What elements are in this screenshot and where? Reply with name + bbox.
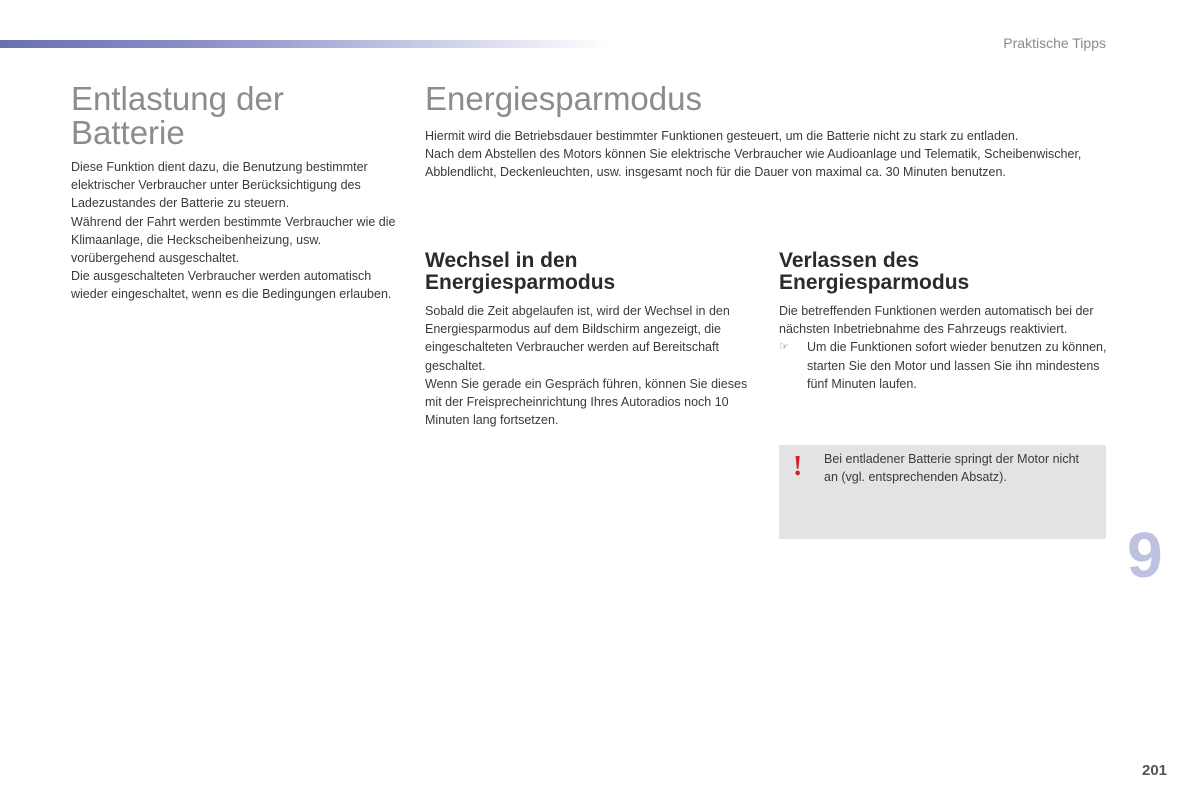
verlassen-bullet [779, 338, 1109, 393]
exclamation-icon: ! [793, 451, 803, 482]
bullet-text: Um die Funktionen sofort wieder benutzen zu können, starten Sie den Motor und lassen Sie ihn mindestens fünf Minuten laufen. [807, 340, 1107, 391]
verlassen-paragraph: Die betreffenden Funktionen werden automatisch bei der nächsten Inbetriebnahme des Fahrzeugs reaktiviert. [779, 304, 1094, 337]
wechsel-paragraph: Sobald die Zeit abgelaufen ist, wird der Wechsel in den Energiesparmodus auf dem Bildschirm angezeigt, die eingeschalteten Verbraucher werden auf Bereitschaft geschaltet. [425, 304, 730, 373]
verlassen-heading: Verlassen des Energiesparmodus [779, 249, 970, 294]
pointing-hand-icon: ☞ [779, 341, 789, 354]
wechsel-paragraph: Wenn Sie gerade ein Gespräch führen, können Sie dieses mit der Freisprecheinrichtung Ihres Autoradios noch 10 Minuten lang fortsetzen. [425, 376, 748, 428]
verlassen-body [779, 302, 1109, 393]
wechsel-body [425, 302, 760, 429]
header-accent-bar [0, 40, 610, 48]
wechsel-heading: Wechsel in den Energiesparmodus [425, 249, 616, 294]
intro-paragraph: Hiermit wird die Betriebsdauer bestimmter Funktionen gesteuert, um die Batterie nicht zu stark zu entladen. [425, 129, 1019, 143]
left-paragraph: Diese Funktion dient dazu, die Benutzung bestimmter elektrischer Verbraucher unter Berücksichtigung des Ladezustandes der Batterie zu steuern. [71, 160, 368, 211]
left-section-title: Entlastung der Batterie [71, 80, 284, 151]
chapter-number: 9 [1127, 519, 1163, 591]
left-paragraph: Während der Fahrt werden bestimmte Verbraucher wie die Klimaanlage, die Heckscheibenheizung, usw. vorübergehend ausgeschaltet. [71, 214, 396, 266]
main-intro-body [425, 127, 1115, 182]
section-label: Praktische Tipps [1003, 35, 1106, 51]
intro-paragraph: Nach dem Abstellen des Motors können Sie elektrische Verbraucher wie Audioanlage und Telematik, Scheibenwischer, Abblendlicht, Deckenleuchten, usw. insgesamt noch für die Dauer von maximal ca. 30 Minuten benutzen. [425, 147, 1082, 180]
warning-text: Bei entladener Batterie springt der Motor nicht an (vgl. entsprechenden Absatz). [824, 452, 1079, 485]
left-paragraph: Die ausgeschalteten Verbraucher werden automatisch wieder eingeschaltet, wenn es die Bedingungen erlauben. [71, 269, 392, 302]
page-number: 201 [1142, 762, 1168, 779]
warning-box [779, 445, 1106, 539]
main-section-title: Energiesparmodus [425, 80, 702, 117]
left-section-body [71, 158, 406, 304]
